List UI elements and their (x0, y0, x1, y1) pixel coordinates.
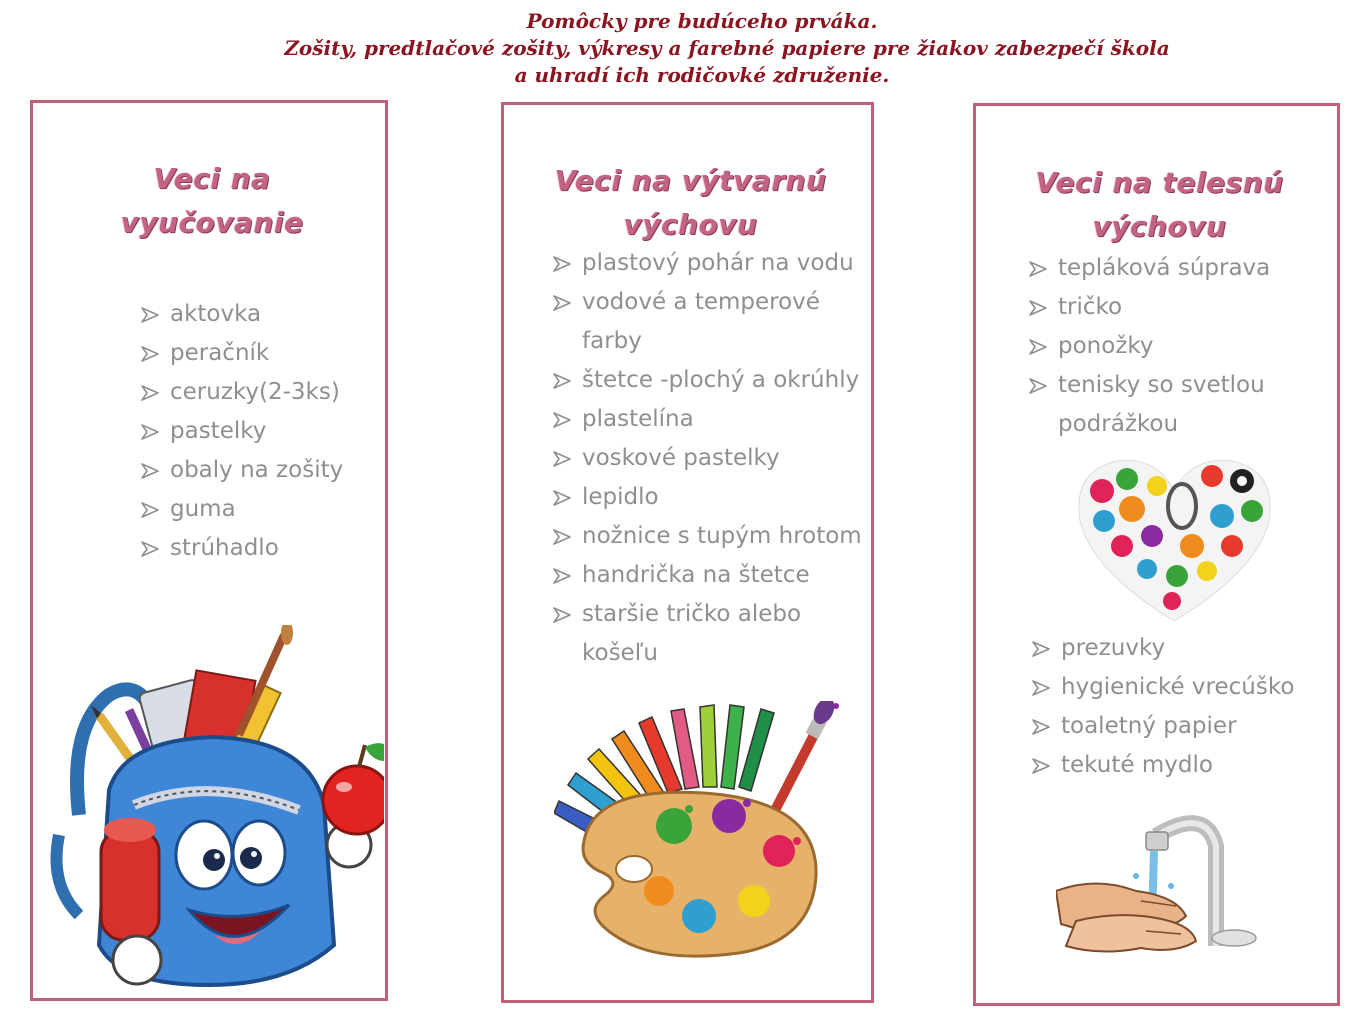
sports-heart-illustration (1072, 451, 1277, 626)
arrow-bullet-icon (553, 439, 571, 478)
panel-title-line-2: výchovu (623, 208, 758, 241)
arrow-bullet-icon (141, 334, 159, 373)
list-item (141, 373, 381, 412)
panel-title-line-1: Veci na výtvarnú (554, 164, 827, 197)
arrow-bullet-icon (1032, 629, 1050, 668)
list-item-label: handrička na štetce (582, 562, 810, 588)
list-item (141, 295, 381, 334)
item-list (141, 295, 381, 568)
list-item (553, 478, 868, 517)
header-line-1: Pomôcky pre budúceho prváka. (526, 9, 878, 33)
page-header (0, 8, 1366, 89)
arrow-bullet-icon (1029, 249, 1047, 288)
arrow-bullet-icon (553, 556, 571, 595)
arrow-bullet-icon (141, 373, 159, 412)
list-item-label: aktovka (170, 301, 262, 327)
list-item-label: ponožky (1058, 333, 1154, 359)
arrow-bullet-icon (141, 451, 159, 490)
item-list (553, 244, 868, 673)
item-list-top (1029, 249, 1329, 444)
list-item-label: prezuvky (1061, 635, 1166, 661)
list-item (1029, 366, 1329, 444)
arrow-bullet-icon (1032, 668, 1050, 707)
list-item-label: nožnice s tupým hrotom (582, 523, 862, 549)
list-item-label: štetce -plochý a okrúhly (582, 367, 860, 393)
list-item-label: vodové a temperové farby (582, 289, 820, 354)
list-item-label: tekuté mydlo (1061, 752, 1213, 778)
list-item-label: ceruzky(2-3ks) (170, 379, 340, 405)
list-item (141, 490, 381, 529)
panel-title (504, 159, 877, 247)
list-item-label: voskové pastelky (582, 445, 780, 471)
arrow-bullet-icon (553, 283, 571, 322)
list-item (1029, 288, 1329, 327)
list-item-label: tričko (1058, 294, 1123, 320)
arrow-bullet-icon (553, 595, 571, 634)
list-item (553, 244, 868, 283)
arrow-bullet-icon (553, 478, 571, 517)
panel-title-line-2: výchovu (1092, 210, 1227, 243)
panel-title-line-1: Veci na (153, 162, 271, 195)
school-backpack-illustration (39, 625, 384, 995)
panel-title-line-2: vyučovanie (120, 206, 304, 239)
panel-title-line-1: Veci na telesnú (1035, 166, 1284, 199)
list-item (1032, 668, 1332, 707)
list-item-label: strúhadlo (170, 535, 279, 561)
list-item-label: guma (170, 496, 236, 522)
list-item (1029, 249, 1329, 288)
header-line-2: Zošity, predtlačové zošity, výkresy a farebné papiere pre žiakov zabezpečí škola (284, 36, 1170, 60)
panel-title (33, 157, 391, 245)
arrow-bullet-icon (1029, 327, 1047, 366)
arrow-bullet-icon (553, 361, 571, 400)
list-item-label: plastový pohár na vodu (582, 250, 854, 276)
list-item (141, 451, 381, 490)
panel-art-class (501, 102, 874, 1003)
list-item (1032, 707, 1332, 746)
list-item-label: hygienické vrecúško (1061, 674, 1295, 700)
list-item (1029, 327, 1329, 366)
arrow-bullet-icon (141, 529, 159, 568)
list-item (1032, 746, 1332, 785)
arrow-bullet-icon (141, 490, 159, 529)
arrow-bullet-icon (1029, 366, 1047, 405)
list-item (553, 361, 868, 400)
paint-palette-pencils-illustration (554, 701, 844, 971)
panel-title (976, 161, 1343, 249)
list-item-label: plastelína (582, 406, 694, 432)
list-item-label: lepidlo (582, 484, 659, 510)
list-item (553, 439, 868, 478)
list-item-label: tepláková súprava (1058, 255, 1271, 281)
list-item (553, 283, 868, 361)
arrow-bullet-icon (1029, 288, 1047, 327)
list-item (141, 412, 381, 451)
arrow-bullet-icon (553, 244, 571, 283)
list-item (141, 529, 381, 568)
list-item-label: obaly na zošity (170, 457, 344, 483)
arrow-bullet-icon (141, 412, 159, 451)
panel-school-supplies (30, 100, 388, 1001)
arrow-bullet-icon (1032, 707, 1050, 746)
arrow-bullet-icon (1032, 746, 1050, 785)
list-item (553, 595, 868, 673)
header-line-3: a uhradí ich rodičovké združenie. (514, 63, 890, 87)
list-item (553, 400, 868, 439)
list-item-label: peračník (170, 340, 270, 366)
list-item-label: tenisky so svetlou podrážkou (1058, 372, 1265, 437)
list-item-label: staršie tričko alebo košeľu (582, 601, 802, 666)
list-item (1032, 629, 1332, 668)
panel-pe-class (973, 103, 1340, 1006)
list-item (141, 334, 381, 373)
arrow-bullet-icon (141, 295, 159, 334)
list-item-label: pastelky (170, 418, 267, 444)
list-item (553, 517, 868, 556)
list-item-label: toaletný papier (1061, 713, 1237, 739)
arrow-bullet-icon (553, 517, 571, 556)
arrow-bullet-icon (553, 400, 571, 439)
list-item (553, 556, 868, 595)
hand-washing-illustration (1056, 806, 1336, 986)
item-list-bottom (1032, 629, 1332, 785)
